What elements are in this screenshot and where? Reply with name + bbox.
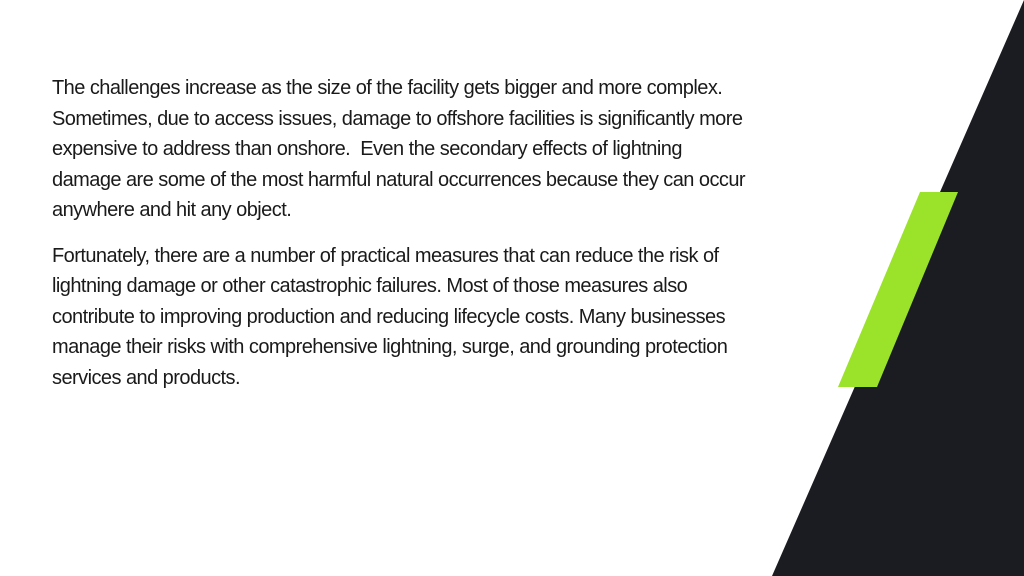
body-text	[52, 73, 752, 393]
paragraph-measures: Fortunately, there are a number of practical measures that can reduce the risk of lightning damage or other catastrophic failures. Most of those measures also contribute to improving production and reducing lifecycle costs. Many businesses manage their risks with comprehensive lightning, surge, and grounding protection services and products.	[52, 244, 733, 389]
paragraph-challenges: The challenges increase as the size of the facility gets bigger and more complex. Sometimes, due to access issues, damage to offshore facilities is significantly more expensive to address than onshore. Even the secondary effects of lightning damage are some of the most harmful natural occurrences because they can occur anywhere and hit any object.	[52, 77, 751, 221]
